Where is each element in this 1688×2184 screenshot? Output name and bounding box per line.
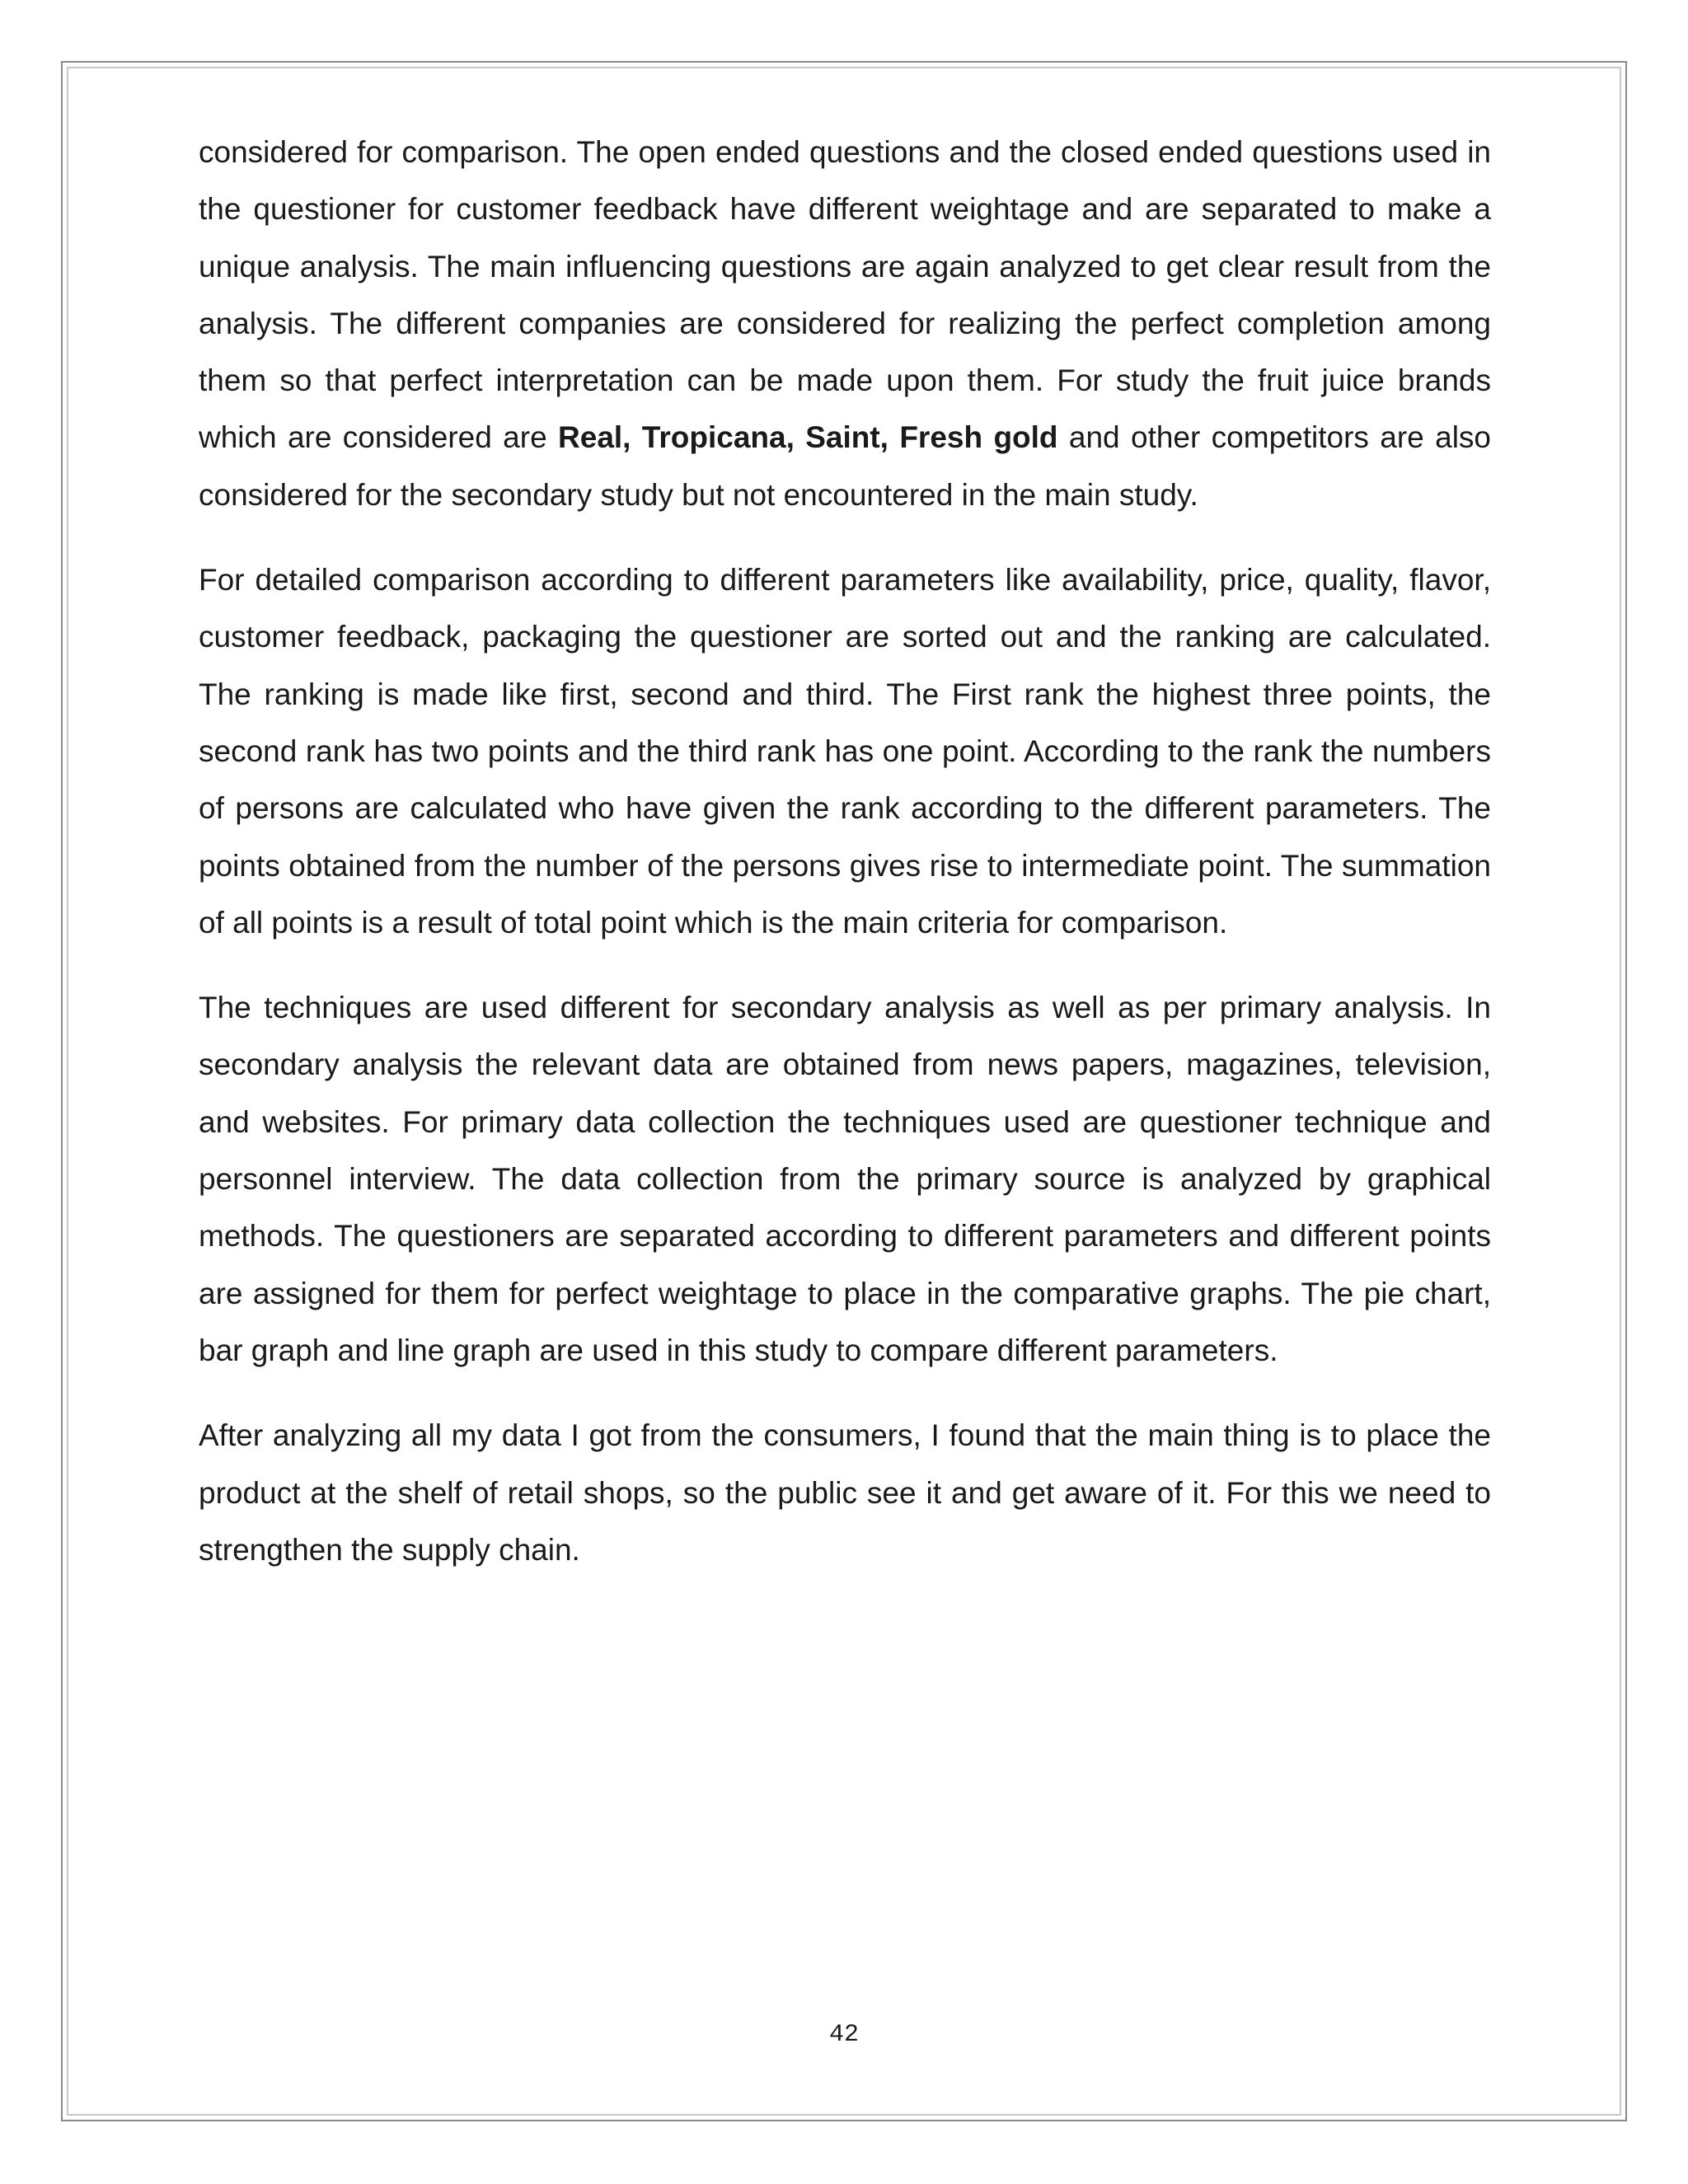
paragraph-3: The techniques are used different for secondary analysis as well as per primary analysis. In secondary analysis the relevant data are obtained from news papers, magazines, television, and websites. For primary data collection the techniques used are questioner technique and personnel interview. The data collection from the primary source is analyzed by graphical methods. The questioners are separated according to different parameters and different points are assigned for them for perfect weightage to place in the comparative graphs. The pie chart, bar graph and line graph are used in this study to compare different parameters. <box>199 991 1491 1367</box>
paragraph-1-text: considered for comparison. The open ended questions and the closed ended questions used in the questioner for customer feedback have different weightage and are separated to make a unique analysis. The main influencing questions are again analyzed to get clear result from the analysis. The different companies are considered for realizing the perfect completion among them so that perfect interpretation can be made upon them. For study the fruit juice brands which are considered are <box>199 135 1491 455</box>
document-body <box>199 124 1491 1606</box>
paragraph-1-text-end: and other competitors are also considered for the secondary study but not encountered in the main study. <box>199 420 1491 512</box>
paragraph-4: After analyzing all my data I got from the consumers, I found that the main thing is to place the product at the shelf of retail shops, so the public see it and get aware of it. For this we need to strengthen the supply chain. <box>199 1418 1491 1567</box>
paragraph-2: For detailed comparison according to different parameters like availability, price, quality, flavor, customer feedback, packaging the questioner are sorted out and the ranking are calculated. The ranking is made like first, second and third. The First rank the highest three points, the second rank has two points and the third rank has one point. According to the rank the numbers of persons are calculated who have given the rank according to the different parameters. The points obtained from the number of the persons gives rise to intermediate point. The summation of all points is a result of total point which is the main criteria for comparison. <box>199 563 1491 940</box>
paragraph-1 <box>199 124 1491 523</box>
brand-names: Real, Tropicana, Saint, Fresh gold <box>558 420 1058 455</box>
page-number: 42 <box>828 2021 859 2049</box>
